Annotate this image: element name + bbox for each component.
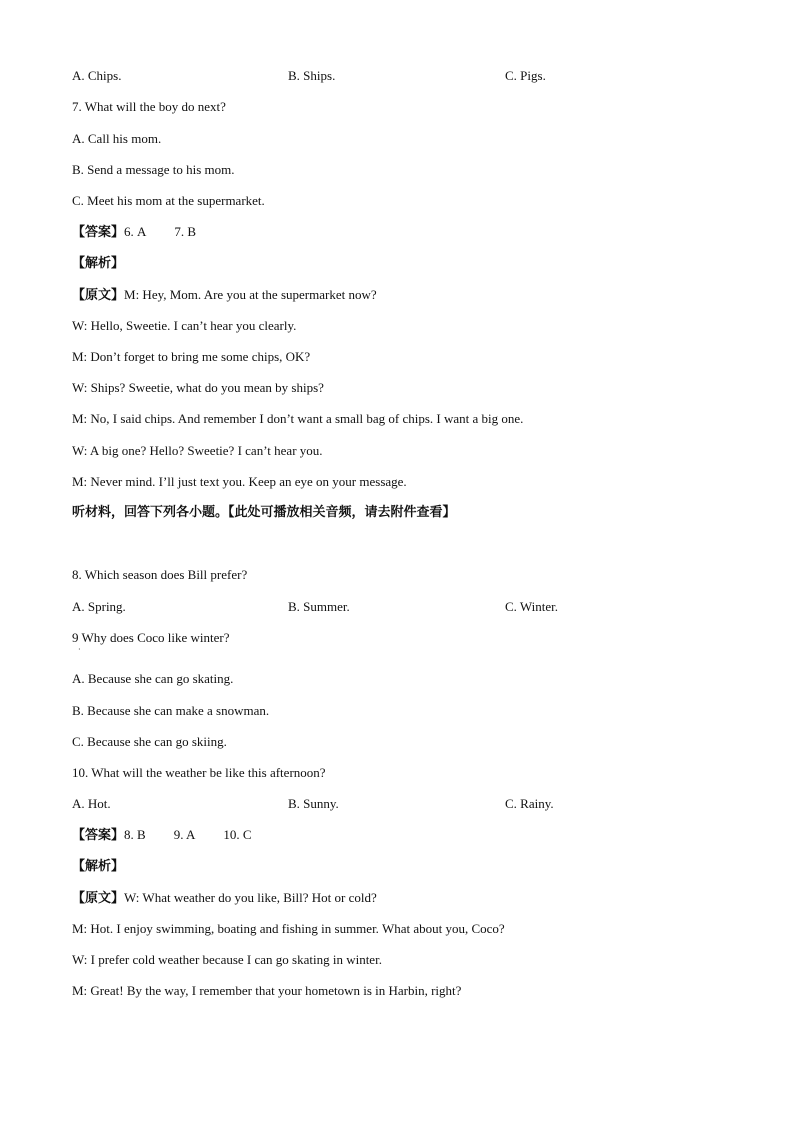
q7-option-b: B. Send a message to his mom. [72,162,235,177]
q7-question: 7. What will the boy do next? [72,99,226,114]
transcript-line-1-4: W: Ships? Sweetie, what do you mean by ships? [72,380,324,395]
transcript-line-1-2: W: Hello, Sweetie. I can’t hear you clearly. [72,318,297,333]
answer-tag: 【答案】 [72,225,125,240]
q9-option-b: B. Because she can make a snowman. [72,703,270,718]
q6-option-c: C. Pigs. [505,68,546,83]
transcript-line-2-4: M: Great! By the way, I remember that your hometown is in Harbin, right? [72,983,462,998]
analysis-tag-2: 【解析】 [72,859,125,874]
transcript-line-1-7: M: Never mind. I’ll just text you. Keep an eye on your message. [72,474,407,489]
q8-option-a: A. Spring. [72,599,126,614]
q9-option-a: A. Because she can go skating. [72,671,234,686]
answer-8: 8. B [124,827,146,842]
analysis-tag-1: 【解析】 [72,256,125,271]
q10-option-c: C. Rainy. [505,796,554,811]
q10-option-b: B. Sunny. [288,796,339,811]
answer-6: 6. A [124,224,147,239]
transcript-tag: 【原文】 [72,891,125,906]
answer-10: 10. C [223,827,252,842]
q8-question: 8. Which season does Bill prefer? [72,567,248,582]
transcript-text: W: What weather do you like, Bill? Hot or cold? [124,890,377,905]
q7-option-c: C. Meet his mom at the supermarket. [72,193,265,208]
q10-question: 10. What will the weather be like this afternoon? [72,765,326,780]
transcript-text: M: Hey, Mom. Are you at the supermarket now? [124,287,377,302]
q9-number-dot: · [78,645,81,654]
answer-line-1 [72,224,196,241]
transcript-line-1-1 [72,287,377,304]
transcript-line-2-3: W: I prefer cold weather because I can go skating in winter. [72,952,382,967]
q8-option-b: B. Summer. [288,599,350,614]
listening-instruction: 听材料，回答下列各小题。【此处可播放相关音频，请去附件查看】 [72,505,456,520]
transcript-line-1-5: M: No, I said chips. And remember I don’t want a small bag of chips. I want a big one. [72,411,524,426]
answer-tag: 【答案】 [72,828,125,843]
q6-option-b: B. Ships. [288,68,336,83]
q7-option-a: A. Call his mom. [72,131,162,146]
transcript-tag: 【原文】 [72,288,125,303]
q10-option-a: A. Hot. [72,796,111,811]
answer-9: 9. A [173,827,196,842]
transcript-line-1-6: W: A big one? Hello? Sweetie? I can’t hear you. [72,443,323,458]
answer-7: 7. B [174,224,197,239]
answer-line-2 [72,827,252,844]
q9-option-c: C. Because she can go skiing. [72,734,227,749]
q6-option-a: A. Chips. [72,68,122,83]
q9-question: 9 Why does Coco like winter? [72,630,230,645]
transcript-line-1-3: M: Don’t forget to bring me some chips, OK? [72,349,311,364]
q8-option-c: C. Winter. [505,599,559,614]
transcript-line-2-1 [72,890,377,907]
transcript-line-2-2: M: Hot. I enjoy swimming, boating and fishing in summer. What about you, Coco? [72,921,505,936]
